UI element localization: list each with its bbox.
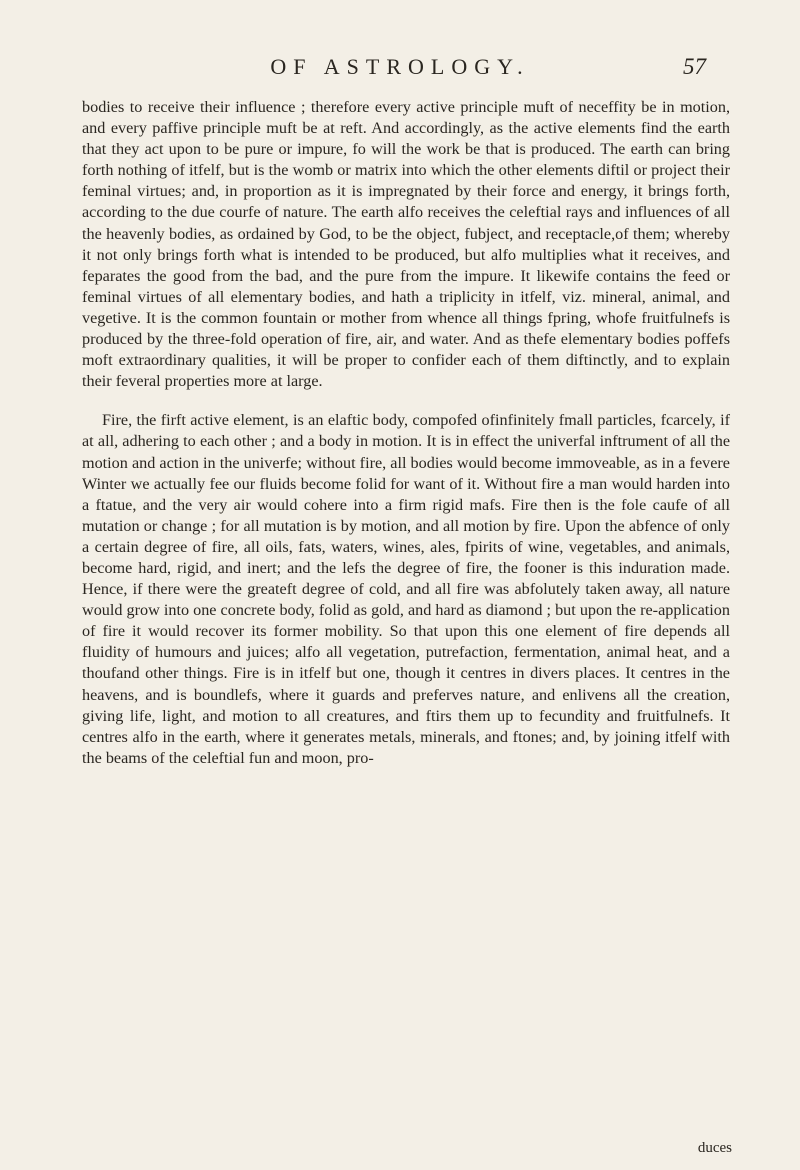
paragraph-earth: bodies to receive their influence ; therefore every active principle muft of neceffity be in motion, and every paffive principle muft be at reft. And accordingly, as the active elements find the earth that they act upon to be pure or impure, fo will the work be that is produced. The earth can bring forth nothing of itfelf, but is the womb or matrix into which the other elements diftil or project their feminal virtues; and, in proportion as it is impregnated by their force and energy, it brings forth, according to the due courfe of nature. The earth alfo receives the celeftial rays and influences of all the heavenly bodies, as ordained by God, to be the object, fubject, and receptacle,of them; whereby it not only brings forth what is intended to be produced, but alfo multiplies what it receives, and feparates the good from the bad, and the pure from the impure. It likewife contains the feed or feminal virtues of all elementary bodies, and hath a triplicity in itfelf, viz. mineral, animal, and vegetive. It is the common fountain or mother from whence all things fpring, whofe fruitfulnefs is produced by the three-fold operation of fire, air, and water. And as thefe elementary bodies poffefs moft extraordinary qualities, it will be proper to confider each of them diftinctly, and to explain their feveral properties more at large. — [82, 98, 730, 391]
running-title: OF ASTROLOGY. — [270, 54, 530, 79]
catchword: duces — [697, 1140, 732, 1156]
page-number: 57 — [683, 54, 706, 79]
paragraph-fire: Fire, the firft active element, is an elaftic body, compofed ofinfinitely fmall particles, fcarcely, if at all, adhering to each other ; and a body in motion. It is in effect the univerfal inftrument of all the motion and action in the univerfe; without fire, all bodies would become immoveable, as in a fevere Winter we actually fee our fluids become folid for want of it. Without fire a man would harden into a ftatue, and the very air would cohere into a firm rigid mafs. Fire then is the fole caufe of all mutation or change ; for all mutation is by motion, and all motion by fire. Upon the abfence of only a certain degree of fire, all oils, fats, waters, wines, ales, fpirits of wine, vegetables, and animals, become hard, rigid, and inert; and the lefs the degree of fire, the fooner is this induration made. Hence, if there were the greateft degree of cold, and all fire was abfolutely taken away, all nature would grow into one concrete body, folid as gold, and hard as diamond ; but upon the re-application of fire it would recover its former mobility. So that upon this one element of fire depends all fluidity of humours and juices; alfo all vegetation, putrefaction, fermentation, animal heat, and a thoufand other things. Fire is in itfelf but one, though it centres in divers places. It centres in the heavens, and is boundlefs, where it guards and preferves nature, and enlivens all the creation, giving life, light, and motion to all creatures, and ftirs them up to fecundity and fruitfulnefs. It centres alfo in the earth, where it generates metals, minerals, and ftones; and, by joining itfelf with the beams of the celeftial fun and moon, pro- — [82, 411, 730, 767]
body-text — [82, 97, 730, 769]
